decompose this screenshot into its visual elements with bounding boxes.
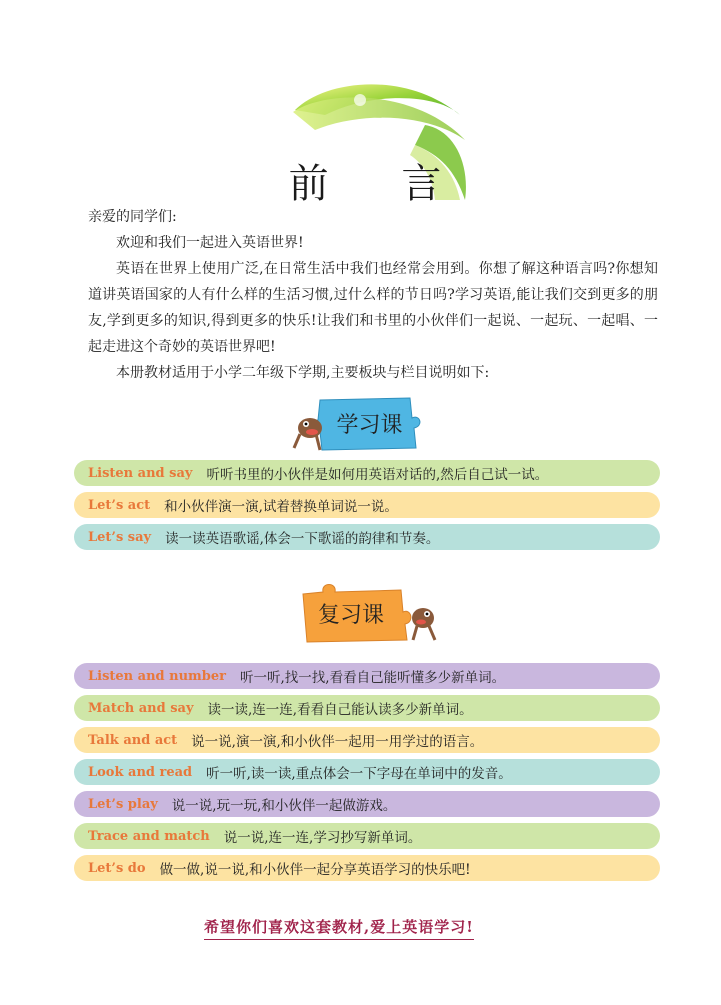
review-row-lets-do [74, 855, 660, 881]
study-lesson-badge [290, 390, 425, 456]
row-label: Trace and match [88, 828, 210, 844]
row-description: 读一读,连一连,看看自己能认读多少新单词。 [207, 702, 473, 718]
intro-text [88, 204, 658, 386]
study-row-lets-say [74, 524, 660, 550]
row-label: Listen and say [88, 465, 193, 481]
intro-paragraph-1: 欢迎和我们一起进入英语世界! [116, 235, 304, 251]
intro-paragraph-2: 英语在世界上使用广泛,在日常生活中我们也经常会用到。你想了解这种语言吗?你想知道讲英语国家的人有什么样的生活习惯,过什么样的节日吗?学习英语,能让我们交到更多的朋友,学到更多的知识,得到更多的快乐!让我们和书里的小伙伴们一起说、一起玩、一起唱、一起走进这个奇妙的英语世界吧! [88, 261, 658, 355]
greeting: 亲爱的同学们: [88, 209, 177, 225]
study-row-lets-act [74, 492, 660, 518]
row-description: 做一做,说一说,和小伙伴一起分享英语学习的快乐吧! [159, 862, 471, 878]
row-description: 说一说,演一演,和小伙伴一起用一用学过的语言。 [191, 734, 484, 750]
review-lesson-badge [295, 578, 440, 648]
study-lesson-title: 学习课 [336, 412, 403, 438]
row-label: Let’s do [88, 860, 146, 876]
title-decoration [265, 70, 525, 205]
row-label: Let’s act [88, 497, 151, 513]
row-description: 听一听,找一找,看看自己能听懂多少新单词。 [240, 670, 506, 686]
review-row-match-and-say [74, 695, 660, 721]
review-row-listen-and-number [74, 663, 660, 689]
review-lesson-title: 复习课 [317, 602, 384, 628]
row-description: 读一读英语歌谣,体会一下歌谣的韵律和节奏。 [165, 531, 440, 547]
row-label: Talk and act [88, 732, 178, 748]
intro-paragraph-3: 本册教材适用于小学二年级下学期,主要板块与栏目说明如下: [116, 365, 490, 381]
review-row-trace-and-match [74, 823, 660, 849]
review-row-lets-play [74, 791, 660, 817]
review-row-talk-and-act [74, 727, 660, 753]
page-title: 前 言 [288, 161, 472, 207]
row-description: 说一说,连一连,学习抄写新单词。 [223, 830, 422, 846]
row-description: 听一听,读一读,重点体会一下字母在单词中的发音。 [206, 766, 512, 782]
study-row-listen-and-say [74, 460, 660, 486]
row-description: 说一说,玩一玩,和小伙伴一起做游戏。 [171, 798, 397, 814]
row-description: 和小伙伴演一演,试着替换单词说一说。 [164, 499, 398, 515]
closing-message: 希望你们喜欢这套教材,爱上英语学习! [204, 916, 474, 940]
row-description: 听听书里的小伙伴是如何用英语对话的,然后自己试一试。 [206, 467, 549, 483]
row-label: Listen and number [88, 668, 227, 684]
row-label: Match and say [88, 700, 194, 716]
row-label: Let’s play [88, 796, 158, 812]
row-label: Let’s say [88, 529, 152, 545]
row-label: Look and read [88, 764, 193, 780]
review-row-look-and-read [74, 759, 660, 785]
